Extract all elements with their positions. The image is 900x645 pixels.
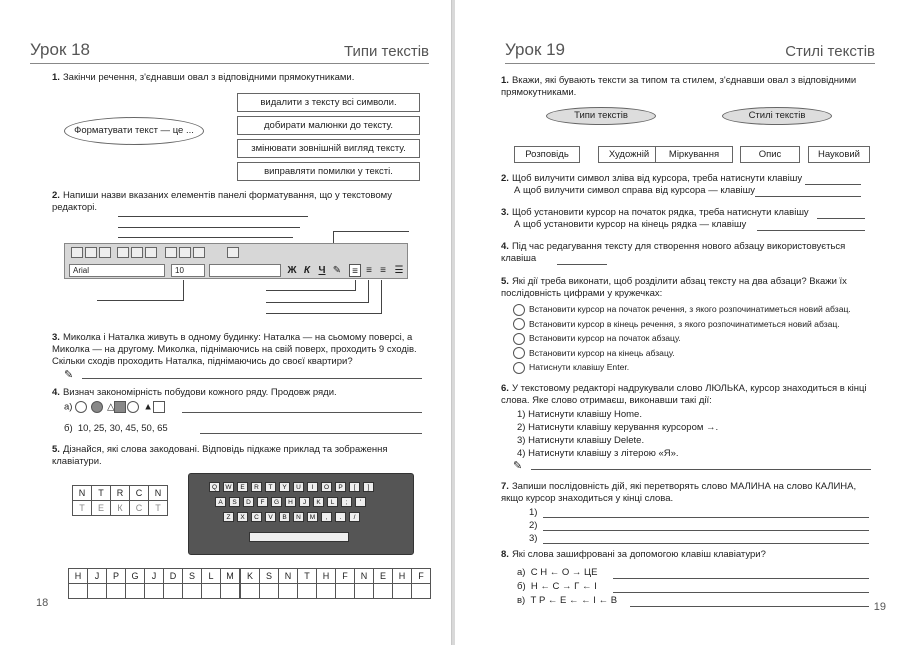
keyboard-key: M: [307, 512, 318, 522]
answer-cell[interactable]: [279, 584, 298, 599]
underline-button[interactable]: Ч: [318, 265, 326, 276]
callout-line: [97, 300, 184, 301]
answer-line[interactable]: [755, 196, 861, 197]
box-hudozhniy[interactable]: Художній: [598, 146, 660, 163]
cipher-cell: N: [73, 486, 92, 501]
keyboard-key: L: [327, 497, 338, 507]
decoded-cell: С: [130, 501, 149, 516]
answer-circle[interactable]: [513, 304, 525, 316]
keyboard-key: O: [321, 482, 332, 492]
keyboard-key: /: [349, 512, 360, 522]
list-item: Встановити курсор в кінець речення, з якого розпочинатиметься новий абзац.: [513, 317, 885, 332]
task-7-text: 7. Запиши послідовність дій, які перетворять слово МАЛИНА на слово КАЛИНА, якщо курсор знаходиться у кінці слова.: [501, 481, 857, 504]
task-5-text: 5. Які дії треба виконати, щоб розділити абзац тексту на два абзаци? Вкажи їх послідовність цифрами у кружечках:: [501, 276, 847, 299]
answer-cell[interactable]: [317, 584, 336, 599]
task-8-items: а) С Н ← О → ЦЕ б) Н ← С → Г ← І в) Т Р ← Е ← ← І ← В: [517, 567, 618, 606]
answer-line[interactable]: [82, 378, 422, 379]
step-label: 2): [529, 520, 538, 531]
circle-shape: [75, 401, 87, 413]
task-1-box-3[interactable]: змінювати зовнішній вигляд тексту.: [237, 139, 420, 158]
callout-line: [355, 280, 356, 290]
cipher-cell: H: [393, 569, 412, 584]
answer-circle[interactable]: [513, 347, 525, 359]
list-item: Встановити курсор на початок абзацу.: [513, 331, 885, 346]
decoded-cell: К: [111, 501, 130, 516]
answer-cell[interactable]: [260, 584, 279, 599]
callout-line: [333, 231, 334, 243]
callout-line: [266, 313, 382, 314]
box-opys[interactable]: Опис: [740, 146, 800, 163]
task-3-text: 3. Миколка і Наталка живуть в одному будинку: Наталка — на сьомому поверсі, а Миколка — на другому. Миколка, піднімаючись на свій поверх, проходить 9 сходів. Скільки сходів проходить Наталка, піднімаючись до своєї квартири?: [52, 332, 417, 367]
task-6-text: 6. У текстовому редакторі надрукували слово ЛЮЛЬКА, курсор знаходиться в кінці слова. Яке слово отримаєш, виконавши такі дії:: [501, 383, 867, 406]
align-right-icon[interactable]: ≡: [380, 265, 386, 276]
answer-cell[interactable]: [126, 584, 145, 599]
left-header: [30, 38, 429, 64]
cipher-cell: P: [107, 569, 126, 584]
answer-cell[interactable]: [164, 584, 183, 599]
list-item: Встановити курсор на початок речення, з якого розпочинатиметься новий абзац.: [513, 302, 885, 317]
answer-cell[interactable]: [355, 584, 374, 599]
answer-cell[interactable]: [145, 584, 164, 599]
bold-button[interactable]: Ж: [287, 265, 297, 276]
task-2-text: 2. Напиши назви вказаних елементів панелі форматування, що у текстовому редакторі.: [52, 190, 393, 213]
task-6-steps: 1) Натиснути клавішу Home. 2) Натиснути клавішу керування курсором →. 3) Натиснути клавішу Delete. 4) Натиснути клавішу з літерою «Я».: [517, 409, 719, 459]
task-4b: б) 10, 25, 30, 45, 50, 65: [64, 423, 168, 434]
task-1-box-4[interactable]: виправляти помилки у тексті.: [237, 162, 420, 181]
keyboard-key: U: [293, 482, 304, 492]
pencil-icon: ✎: [513, 460, 523, 472]
font-size-select[interactable]: 10: [171, 264, 205, 277]
cipher-cell: K: [241, 569, 260, 584]
keyboard-key: E: [237, 482, 248, 492]
callout-line: [368, 280, 369, 302]
answer-cell[interactable]: [412, 584, 431, 599]
cut-icon[interactable]: [165, 247, 177, 258]
answer-line[interactable]: [182, 412, 422, 413]
open-icon[interactable]: [85, 247, 97, 258]
oval-text-types[interactable]: Типи текстів: [546, 107, 656, 125]
format-painter-icon[interactable]: [227, 247, 239, 258]
answer-line[interactable]: [543, 543, 869, 544]
keyboard-key: G: [271, 497, 282, 507]
decoded-cell: Е: [92, 501, 111, 516]
answer-line[interactable]: [543, 517, 869, 518]
keyboard-key: I: [307, 482, 318, 492]
callout-line: [266, 290, 356, 291]
triangle-shape: △: [107, 401, 115, 413]
page-number: 19: [873, 601, 886, 613]
answer-cell[interactable]: [298, 584, 317, 599]
task-4a: а) △ ▲: [64, 401, 166, 414]
cipher-cell: N: [355, 569, 374, 584]
answer-cell[interactable]: [374, 584, 393, 599]
keyboard-key: X: [237, 512, 248, 522]
list-item: Встановити курсор на кінець абзацу.: [513, 346, 885, 361]
keyboard-key: A: [215, 497, 226, 507]
task-1-text: 1. Вкажи, які бувають тексти за типом та стилем, з'єднавши овал з відповідними прямокутниками.: [501, 75, 857, 98]
code-table-2: [240, 568, 431, 599]
answer-cell[interactable]: [88, 584, 107, 599]
answer-line[interactable]: [200, 433, 422, 434]
answer-cell[interactable]: [69, 584, 88, 599]
answer-cell[interactable]: [183, 584, 202, 599]
task-1-box-2[interactable]: добирати малюнки до тексту.: [237, 116, 420, 135]
keyboard-key: F: [257, 497, 268, 507]
keyboard-key: S: [229, 497, 240, 507]
answer-circle[interactable]: [513, 362, 525, 374]
answer-cell[interactable]: [107, 584, 126, 599]
cipher-cell: T: [298, 569, 317, 584]
cipher-cell: H: [69, 569, 88, 584]
keyboard-key: N: [293, 512, 304, 522]
paste-icon[interactable]: [193, 247, 205, 258]
answer-line[interactable]: [630, 606, 869, 607]
preview-icon[interactable]: [131, 247, 143, 258]
keyboard-key: R: [251, 482, 262, 492]
keyboard-key: D: [243, 497, 254, 507]
cipher-cell: T: [92, 486, 111, 501]
step-label: 3): [529, 533, 538, 544]
box-rozpovid[interactable]: Розповідь: [514, 146, 580, 163]
keyboard-key: ;: [341, 497, 352, 507]
decoded-cell: Т: [73, 501, 92, 516]
keyboard-key: Y: [279, 482, 290, 492]
formatting-toolbar: [64, 243, 408, 279]
cipher-cell: S: [260, 569, 279, 584]
task-1-text: 1. Закінчи речення, з'єднавши овал з відповідними прямокутниками.: [52, 72, 355, 83]
cipher-cell: R: [111, 486, 130, 501]
keyboard-key: ]: [363, 482, 374, 492]
keyboard-key: ,: [321, 512, 332, 522]
right-page: [455, 0, 900, 645]
lesson-title: Урок 19: [505, 40, 566, 59]
answer-line[interactable]: [613, 592, 869, 593]
keyboard-key: H: [285, 497, 296, 507]
triangle-filled-shape: ▲: [143, 401, 153, 413]
answer-line[interactable]: [531, 469, 871, 470]
circle-filled-shape: [91, 401, 103, 413]
callout-line: [118, 237, 293, 238]
right-header: [505, 38, 875, 64]
font-name-select[interactable]: Arial: [69, 264, 165, 277]
answer-line[interactable]: [817, 218, 865, 219]
keyboard-key: ': [355, 497, 366, 507]
style-select[interactable]: [209, 264, 281, 277]
save-icon[interactable]: [99, 247, 111, 258]
cipher-cell: E: [374, 569, 393, 584]
answer-cell[interactable]: [221, 584, 240, 599]
answer-line[interactable]: [757, 230, 865, 231]
align-center-icon[interactable]: ≡: [366, 265, 372, 276]
cipher-cell: N: [149, 486, 168, 501]
lesson-topic: Стилі текстів: [785, 43, 875, 60]
space-key: [249, 532, 349, 542]
task-4-text: 4. Під час редагування тексту для створення нового абзацу використовується клавіша: [501, 241, 846, 264]
oval-text-styles[interactable]: Стилі текстів: [722, 107, 832, 125]
callout-line: [183, 280, 184, 300]
task-3-text: 3. Щоб установити курсор на початок рядка, треба натиснути клавішу А щоб установити курсор на кінець рядка — клавішу: [501, 207, 809, 230]
square-filled-shape: [114, 401, 126, 413]
keyboard-image: [188, 473, 414, 555]
keyboard-key: C: [251, 512, 262, 522]
page-number: 18: [36, 597, 49, 609]
list-item: Натиснути клавішу Enter.: [513, 360, 885, 375]
keyboard-key: T: [265, 482, 276, 492]
keyboard-key: Q: [209, 482, 220, 492]
decoded-cell: Т: [149, 501, 168, 516]
keyboard-key: .: [335, 512, 346, 522]
keyboard-key: W: [223, 482, 234, 492]
task-5-list: [513, 302, 885, 375]
keyboard-key: [: [349, 482, 360, 492]
cipher-cell: D: [164, 569, 183, 584]
callout-line: [266, 302, 369, 303]
cipher-cell: M: [221, 569, 240, 584]
answer-cell[interactable]: [241, 584, 260, 599]
task-1-box-1[interactable]: видалити з тексту всі символи.: [237, 93, 420, 112]
answer-line[interactable]: [613, 578, 869, 579]
print-icon[interactable]: [117, 247, 129, 258]
keyboard-key: Z: [223, 512, 234, 522]
task-2-text: 2. Щоб вилучити символ зліва від курсора, треба натиснути клавішу А щоб вилучити символ справа від курсора — клавішу: [501, 173, 803, 196]
answer-cell[interactable]: [393, 584, 412, 599]
answer-cell[interactable]: [336, 584, 355, 599]
cipher-cell: J: [88, 569, 107, 584]
callout-line: [118, 216, 308, 217]
keyboard-key: J: [299, 497, 310, 507]
keyboard-key: P: [335, 482, 346, 492]
list-icon[interactable]: ☰: [394, 265, 404, 276]
spell-icon[interactable]: [145, 247, 157, 258]
keyboard-key: B: [279, 512, 290, 522]
square-shape: [153, 401, 165, 413]
box-naukoviy[interactable]: Науковий: [808, 146, 870, 163]
cipher-cell: C: [130, 486, 149, 501]
example-cipher-table: [72, 485, 168, 516]
circle-shape: [127, 401, 139, 413]
answer-line[interactable]: [543, 530, 869, 531]
lesson-title: Урок 18: [30, 40, 91, 59]
cipher-cell: N: [279, 569, 298, 584]
answer-circle[interactable]: [513, 318, 525, 330]
answer-circle[interactable]: [513, 333, 525, 345]
keyboard-key: V: [265, 512, 276, 522]
cipher-cell: L: [202, 569, 221, 584]
cipher-cell: F: [336, 569, 355, 584]
pencil-icon: ✎: [64, 369, 74, 381]
highlight-icon[interactable]: ✎: [332, 265, 342, 276]
answer-cell[interactable]: [202, 584, 221, 599]
cipher-cell: H: [317, 569, 336, 584]
task-8-text: 8. Які слова зашифровані за допомогою клавіш клавіатури?: [501, 549, 766, 560]
box-mirkuvannya[interactable]: Міркування: [655, 146, 733, 163]
callout-line: [118, 227, 300, 228]
copy-icon[interactable]: [179, 247, 191, 258]
answer-line[interactable]: [805, 184, 861, 185]
lesson-topic: Типи текстів: [344, 43, 429, 60]
answer-line[interactable]: [557, 264, 607, 265]
new-doc-icon[interactable]: [71, 247, 83, 258]
step-label: 1): [529, 507, 538, 518]
cipher-cell: S: [183, 569, 202, 584]
callout-line: [333, 231, 409, 232]
task-1-oval[interactable]: Форматувати текст — це ...: [64, 117, 204, 145]
cipher-cell: F: [412, 569, 431, 584]
keyboard-key: K: [313, 497, 324, 507]
cipher-cell: J: [145, 569, 164, 584]
task-4-text: 4. Визнач закономірність побудови кожного ряду. Продовж ряди.: [52, 387, 337, 398]
cipher-cell: G: [126, 569, 145, 584]
callout-line: [381, 280, 382, 313]
italic-button[interactable]: К: [303, 265, 311, 276]
align-left-icon[interactable]: ≡: [349, 264, 361, 277]
code-table-1: [68, 568, 240, 599]
task-5-text: 5. Дізнайся, які слова закодовані. Відповідь підкаже приклад та зображення клавіатури.: [52, 444, 388, 467]
